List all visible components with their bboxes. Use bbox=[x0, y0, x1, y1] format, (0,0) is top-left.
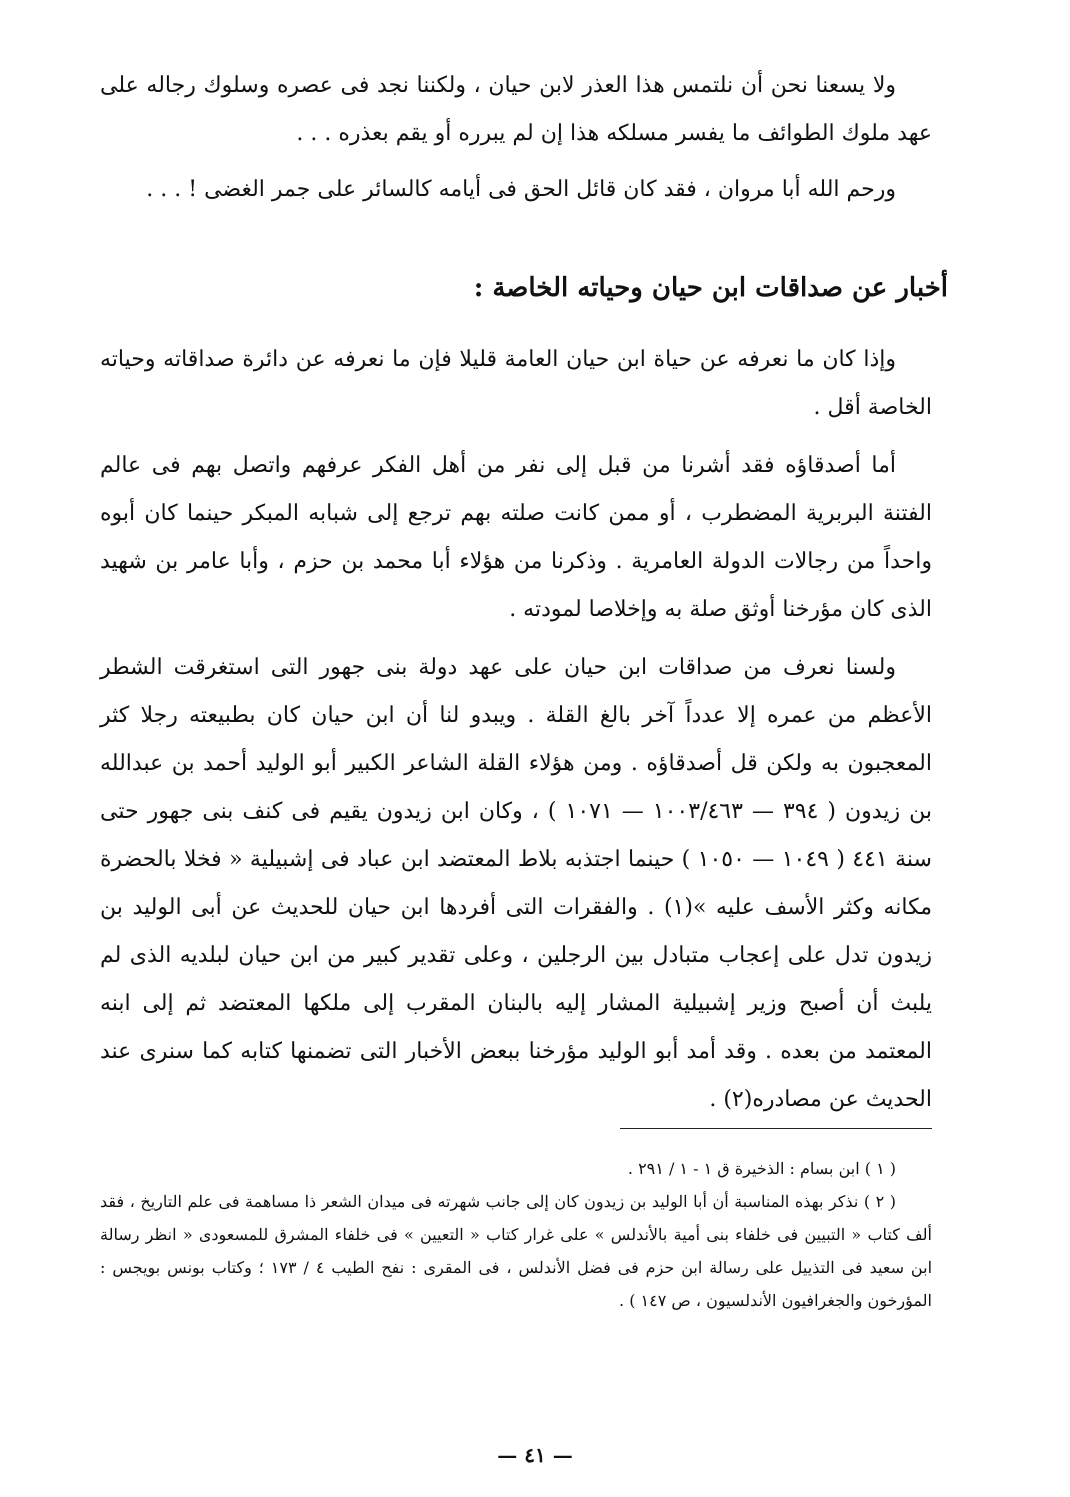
footnote-separator bbox=[620, 1128, 932, 1129]
paragraph-block-2 bbox=[100, 336, 932, 1124]
paragraph-4: أما أصدقاؤه فقد أشرنا من قبل إلى نفر من أهل الفكر عرفهم واتصل بهم فى عالم الفتنة البربرية المضطرب ، أو ممن كانت صلته بهم ترجع إلى شبابه المبكر حينما كان أبوه واحداً من رجالات الدولة العامرية . وذكرنا من هؤلاء أبا محمد بن حزم ، وأبا عامر بن شهيد الذى كان مؤرخنا أوثق صلة به وإخلاصا لمودته . bbox=[100, 453, 932, 622]
footnote-1: ( ١ ) ابن بسام : الذخيرة ق ١ - ١ / ٢٩١ . bbox=[627, 1159, 896, 1178]
paragraph-5: ولسنا نعرف من صداقات ابن حيان على عهد دولة بنى جهور التى استغرقت الشطر الأعظم من عمره إلا عدداً آخر بالغ القلة . ويبدو لنا أن ابن حيان كان بطبيعته رجلا كثر المعجبون به ولكن قل أصدقاؤه . ومن هؤلاء القلة الشاعر الكبير أبو الوليد أحمد بن عبدالله بن زيدون ( ٣٩٤ — ١٠٠٣/٤٦٣ — ١٠٧١ ) ، وكان ابن زيدون يقيم فى كنف بنى جهور حتى سنة ٤٤١ ( ١٠٤٩ — ١٠٥٠ ) حينما اجتذبه بلاط المعتضد ابن عباد فى إشبيلية « فخلا بالحضرة مكانه وكثر الأسف عليه »(١) . والفقرات التى أفردها ابن حيان للحديث عن أبى الوليد بن زيدون تدل على إعجاب متبادل بين الرجلين ، وعلى تقدير كبير من ابن حيان لبلديه الذى لم يلبث أن أصبح وزير إشبيلية المشار إليه بالبنان المقرب إلى ملكها المعتضد ثم إلى ابنه المعتمد من بعده . وقد أمد أبو الوليد مؤرخنا ببعض الأخبار التى تضمنها كتابه كما سنرى عند الحديث عن مصادره(٢) . bbox=[100, 655, 933, 1112]
footnotes-block bbox=[100, 1152, 932, 1317]
section-heading: أخبار عن صداقات ابن حيان وحياته الخاصة : bbox=[473, 273, 948, 303]
paragraph-3: وإذا كان ما نعرفه عن حياة ابن حيان العامة قليلا فإن ما نعرفه عن دائرة صداقاته وحياته الخاصة أقل . bbox=[100, 347, 932, 420]
paragraph-2: ورحم الله أبا مروان ، فقد كان قائل الحق فى أيامه كالسائر على جمر الغضى ! . . . bbox=[146, 177, 896, 202]
paragraph-1: ولا يسعنا نحن أن نلتمس هذا العذر لابن حيان ، ولكننا نجد فى عصره وسلوك رجاله على عهد ملوك الطوائف ما يفسر مسلكه هذا إن لم يبرره أو يقم بعذره . . . bbox=[100, 73, 932, 146]
footnote-2: ( ٢ ) نذكر بهذه المناسبة أن أبا الوليد بن زيدون كان إلى جانب شهرته فى ميدان الشعر ذا مساهمة فى علم التاريخ ، فقد ألف كتاب « التبيين فى خلفاء بنى أمية بالأندلس » على غرار كتاب « التعيين » فى خلفاء المشرق للمسعودى « انظر رسالة ابن سعيد فى التذييل على رسالة ابن حزم فى فضل الأندلس ، فى المقرى : نفح الطيب ٤ / ١٧٣ ؛ وكتاب بونس بويجس : المؤرخون والجغرافيون الأندلسيون ، ص ١٤٧ ) . bbox=[100, 1192, 933, 1310]
paragraph-block-1 bbox=[100, 62, 932, 214]
page-number: — ٤١ — bbox=[497, 1443, 573, 1467]
